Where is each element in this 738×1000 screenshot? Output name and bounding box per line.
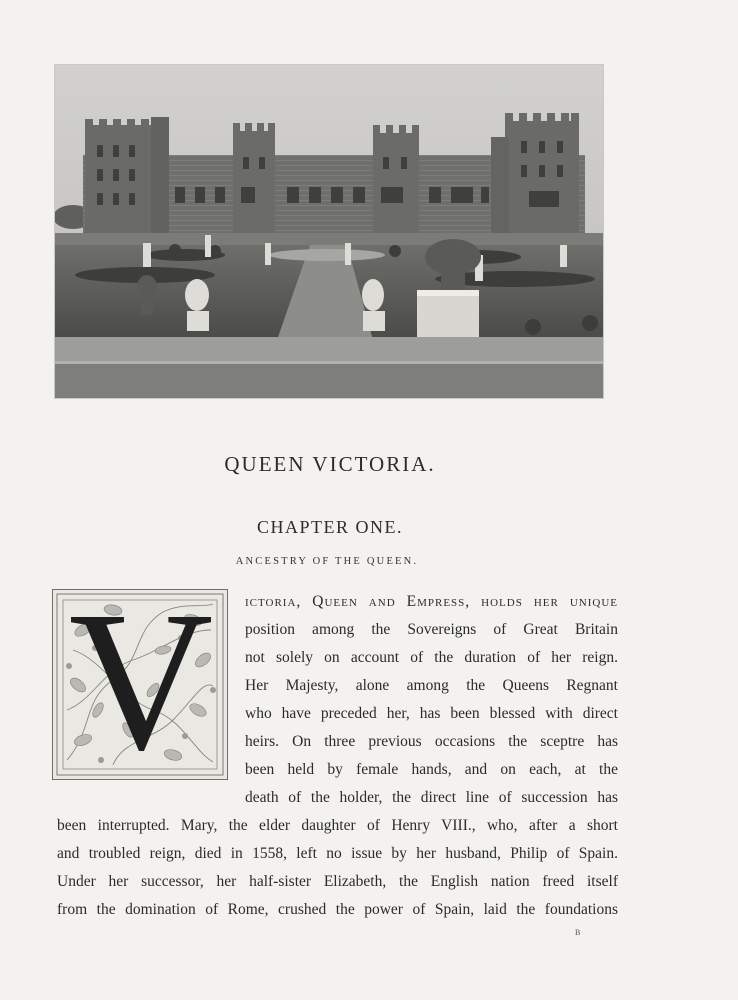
body-line: who have preceded her, has been blessed with direct	[245, 705, 618, 722]
drop-cap-continuation: ictoria, Queen and Empress, holds her unique	[245, 593, 618, 610]
body-line: position among the Sovereigns of Great Britain	[245, 621, 618, 638]
body-line: death of the holder, the direct line of succession has	[245, 789, 618, 806]
castle-photograph	[55, 65, 603, 398]
body-line: heirs. On three previous occasions the sceptre has	[245, 733, 618, 750]
body-line	[245, 593, 618, 611]
chapter-subtitle: ANCESTRY OF THE QUEEN.	[235, 556, 419, 567]
body-line: Under her successor, her half-sister Elizabeth, the English nation freed itself	[57, 873, 618, 890]
body-line: not solely on account of the duration of her reign.	[245, 649, 618, 666]
chapter-heading: CHAPTER ONE.	[256, 517, 403, 537]
body-line: Her Majesty, alone among the Queens Regnant	[245, 677, 618, 694]
decorative-initial	[52, 571, 228, 792]
book-title: QUEEN VICTORIA.	[224, 452, 436, 476]
body-line: from the domination of Rome, crushed the power of Spain, laid the foundations	[57, 901, 618, 918]
signature-mark: B	[575, 928, 581, 937]
body-line: and troubled reign, died in 1558, left no issue by her husband, Philip of Spain.	[57, 845, 618, 862]
body-line: been held by female hands, and on each, at the	[245, 761, 618, 778]
body-line: been interrupted. Mary, the elder daughter of Henry VIII., who, after a short	[57, 817, 618, 834]
drop-cap-letter: V	[68, 571, 214, 792]
